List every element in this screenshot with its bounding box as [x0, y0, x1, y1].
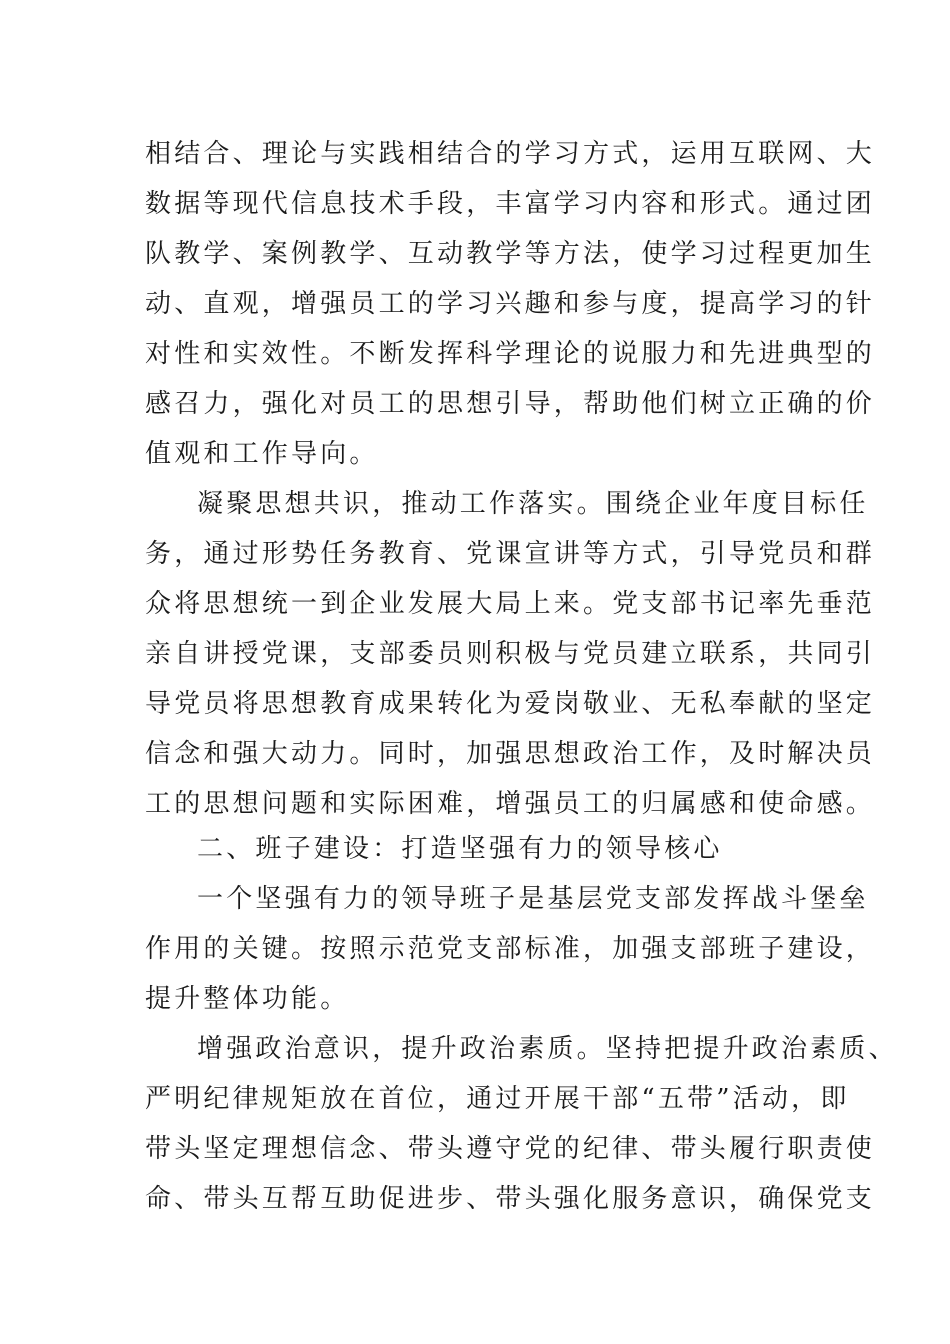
text-line: 相结合、理论与实践相结合的学习方式，运用互联网、大	[145, 139, 876, 169]
text-line: 数据等现代信息技术手段，丰富学习内容和形式。通过团	[145, 189, 876, 219]
text-line: 动、直观，增强员工的学习兴趣和参与度，提高学习的针	[145, 289, 876, 319]
text-line: 工的思想问题和实际困难，增强员工的归属感和使命感。	[145, 789, 876, 819]
text-line: 提升整体功能。	[145, 984, 350, 1014]
text-line: 务，通过形势任务教育、党课宣讲等方式，引导党员和群	[145, 539, 876, 569]
text-line: 众将思想统一到企业发展大局上来。党支部书记率先垂范	[145, 589, 876, 619]
text-line: 信念和强大动力。同时，加强思想政治工作，及时解决员	[145, 739, 876, 769]
text-line: 对性和实效性。不断发挥科学理论的说服力和先进典型的	[145, 339, 876, 369]
text-line: 作用的关键。按照示范党支部标准，加强支部班子建设，	[145, 934, 876, 964]
text-line: 值观和工作导向。	[145, 439, 379, 469]
paragraph-first-line: 凝聚思想共识，推动工作落实。围绕企业年度目标任	[197, 489, 869, 519]
text-line: 亲自讲授党课，支部委员则积极与党员建立联系，共同引	[145, 639, 876, 669]
text-line: 严明纪律规矩放在首位，通过开展干部“五带”活动，即	[145, 1084, 850, 1114]
paragraph-first-line: 一个坚强有力的领导班子是基层党支部发挥战斗堡垒	[197, 884, 869, 914]
text-line: 命、带头互帮互助促进步、带头强化服务意识，确保党支	[145, 1184, 876, 1214]
section-heading: 二、班子建设：打造坚强有力的领导核心	[197, 834, 723, 864]
text-line: 带头坚定理想信念、带头遵守党的纪律、带头履行职责使	[145, 1134, 876, 1164]
paragraph-first-line: 增强政治意识，提升政治素质。坚持把提升政治素质、	[197, 1034, 898, 1064]
text-line: 感召力，强化对员工的思想引导，帮助他们树立正确的价	[145, 389, 876, 419]
text-line: 队教学、案例教学、互动教学等方法，使学习过程更加生	[145, 239, 876, 269]
text-line: 导党员将思想教育成果转化为爱岗敬业、无私奉献的坚定	[145, 689, 876, 719]
